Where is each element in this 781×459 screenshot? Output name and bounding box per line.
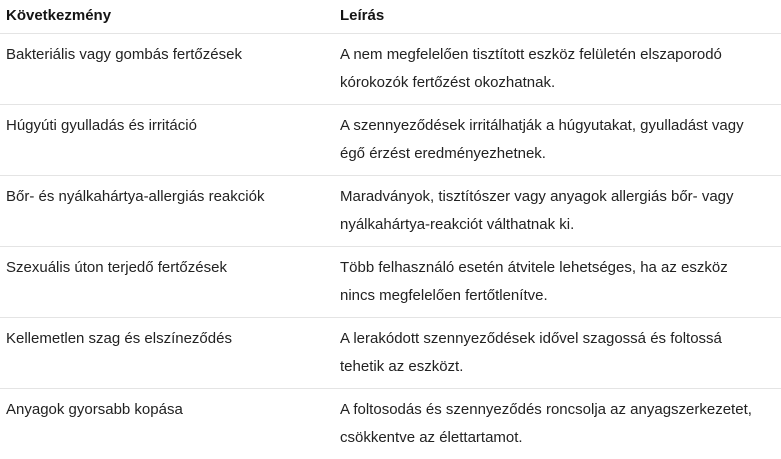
table-row <box>0 176 781 247</box>
consequence-cell: Bőr- és nyálkahártya-allergiás reakciók <box>0 176 340 247</box>
table-row <box>0 389 781 459</box>
description-cell: A szennyeződések irritálhatják a húgyutakat, gyulladást vagy égő érzést eredményezhetnek. <box>340 105 781 176</box>
description-cell: A nem megfelelően tisztított eszköz felületén elszaporodó kórokozók fertőzést okozhatnak. <box>340 34 781 105</box>
consequence-cell: Húgyúti gyulladás és irritáció <box>0 105 340 176</box>
consequence-cell: Bakteriális vagy gombás fertőzések <box>0 34 340 105</box>
column-header-consequence: Következmény <box>0 0 340 34</box>
description-cell: A foltosodás és szennyeződés roncsolja az anyagszerkezetet, csökkentve az élettartamot. <box>340 389 781 459</box>
table-header-row <box>0 0 781 34</box>
table-row <box>0 247 781 318</box>
table-row <box>0 318 781 389</box>
description-cell: A lerakódott szennyeződések idővel szagossá és foltossá tehetik az eszközt. <box>340 318 781 389</box>
description-cell: Maradványok, tisztítószer vagy anyagok allergiás bőr- vagy nyálkahártya-reakciót válthatnak ki. <box>340 176 781 247</box>
table-row <box>0 105 781 176</box>
column-header-description: Leírás <box>340 0 781 34</box>
description-cell: Több felhasználó esetén átvitele lehetséges, ha az eszköz nincs megfelelően fertőtlenítve. <box>340 247 781 318</box>
consequence-cell: Szexuális úton terjedő fertőzések <box>0 247 340 318</box>
consequence-cell: Kellemetlen szag és elszíneződés <box>0 318 340 389</box>
consequence-cell: Anyagok gyorsabb kopása <box>0 389 340 459</box>
table-row <box>0 34 781 105</box>
